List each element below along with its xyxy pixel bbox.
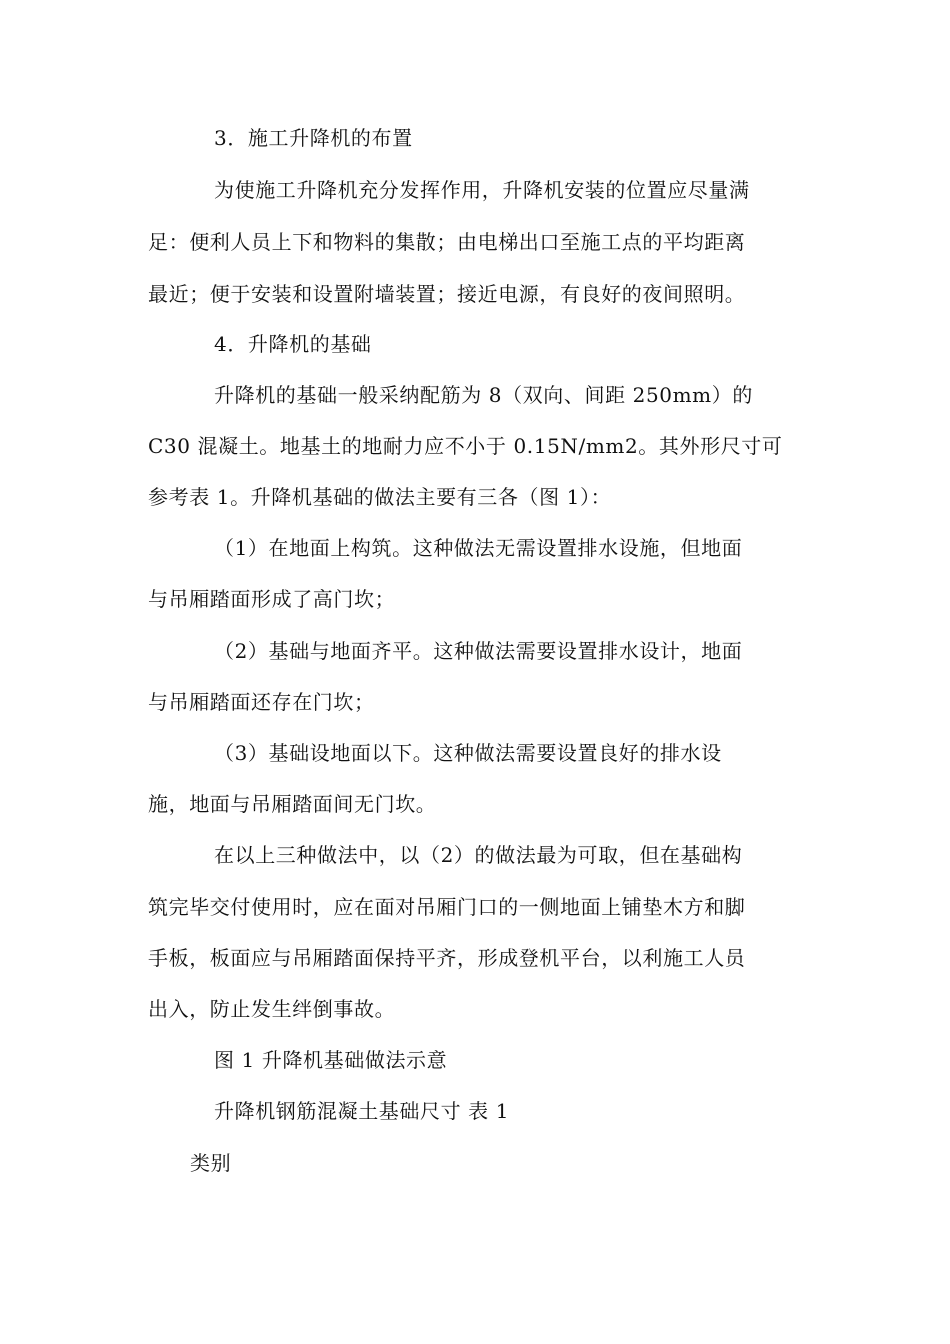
- section-heading-3: 3．施工升降机的布置: [214, 126, 413, 150]
- list-item-line: 与吊厢踏面形成了高门坎；: [148, 587, 396, 611]
- section-heading-4: 4．升降机的基础: [214, 332, 372, 356]
- list-item-line: （1）在地面上构筑。这种做法无需设置排水设施，但地面: [214, 536, 743, 560]
- paragraph-line: 参考表 1。升降机基础的做法主要有三各（图 1）：: [148, 485, 612, 509]
- list-item-line: 与吊厢踏面还存在门坎；: [148, 690, 375, 714]
- paragraph-line: 为使施工升降机充分发挥作用，升降机安装的位置应尽量满: [214, 178, 750, 202]
- paragraph-line: 升降机的基础一般采纳配筋为 8（双向、间距 250mm）的: [214, 383, 753, 407]
- table-header-category: 类别: [190, 1151, 232, 1175]
- table-caption: 升降机钢筋混凝土基础尺寸 表 1: [214, 1099, 510, 1123]
- paragraph-line: C30 混凝土。地基土的地耐力应不小于 0.15N/mm2。其外形尺寸可: [148, 434, 783, 458]
- paragraph-line: 出入，防止发生绊倒事故。: [148, 997, 396, 1021]
- figure-caption: 图 1 升降机基础做法示意: [214, 1048, 448, 1072]
- paragraph-line: 筑完毕交付使用时，应在面对吊厢门口的一侧地面上铺垫木方和脚: [148, 895, 746, 919]
- paragraph-line: 手板，板面应与吊厢踏面保持平齐，形成登机平台，以利施工人员: [148, 946, 746, 970]
- list-item-line: （3）基础设地面以下。这种做法需要设置良好的排水设: [214, 741, 722, 765]
- paragraph-line: 最近；便于安装和设置附墙装置；接近电源，有良好的夜间照明。: [148, 282, 746, 306]
- list-item-line: （2）基础与地面齐平。这种做法需要设置排水设计，地面: [214, 639, 743, 663]
- paragraph-line: 足：便利人员上下和物料的集散；由电梯出口至施工点的平均距离: [148, 230, 746, 254]
- paragraph-line: 在以上三种做法中，以（2）的做法最为可取，但在基础构: [214, 843, 743, 867]
- list-item-line: 施，地面与吊厢踏面间无门坎。: [148, 792, 437, 816]
